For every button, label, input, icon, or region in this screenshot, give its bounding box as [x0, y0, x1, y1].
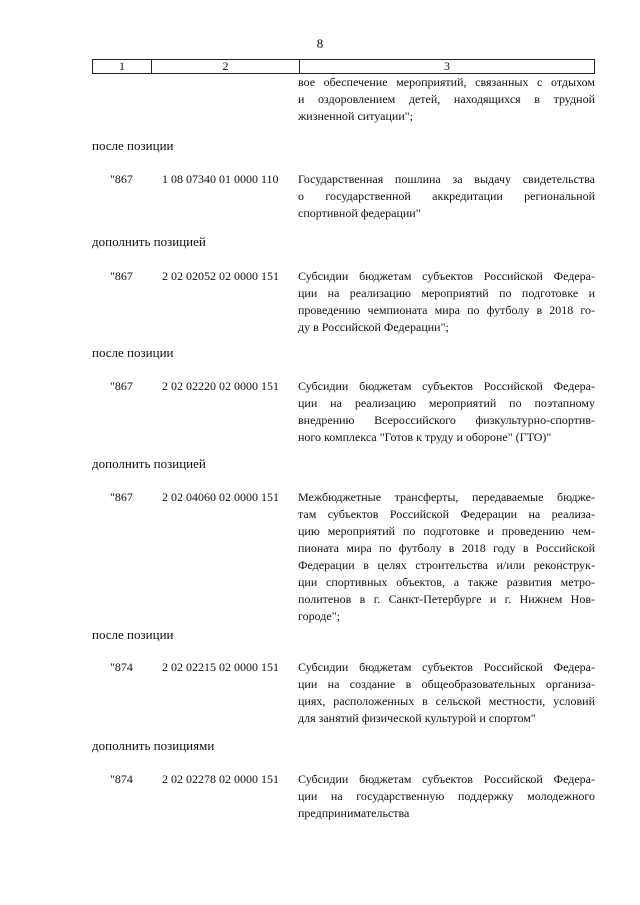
position-description	[298, 771, 595, 822]
text-line: о государственной аккредитации региональной	[298, 189, 595, 203]
chapter-code: "874	[110, 772, 133, 786]
instruction-label: дополнить позицией	[92, 234, 206, 249]
budget-classification-code: 2 02 04060 02 0000 151	[162, 490, 279, 504]
column-header-row	[93, 60, 595, 74]
chapter-code: "867	[110, 269, 133, 283]
chapter-code: "874	[110, 660, 133, 674]
budget-classification-code: 2 02 02215 02 0000 151	[162, 660, 279, 674]
text-line: вое обеспечение мероприятий, связанных с отдыхом	[298, 75, 595, 89]
text-line: ции на реализацию мероприятий по поэтапному	[298, 396, 595, 410]
chapter-code: "867	[110, 379, 133, 393]
instruction-label: после позиции	[92, 345, 174, 360]
text-line: проведению чемпионата мира по футболу в 2018 го-	[298, 303, 595, 317]
text-line: ции на реализацию мероприятий по подготовке и	[298, 286, 595, 300]
text-line: ного комплекса "Готов к труду и обороне" (ГТО)"	[298, 430, 552, 444]
text-line: Субсидии бюджетам субъектов Российской Федера-	[298, 660, 595, 674]
text-line: Федерации в целях строительства и/или реконструк-	[298, 558, 595, 572]
position-description	[298, 171, 595, 222]
budget-classification-code: 1 08 07340 01 0000 110	[162, 172, 279, 186]
budget-classification-code: 2 02 02220 02 0000 151	[162, 379, 279, 393]
column-header-3: 3	[300, 60, 595, 74]
budget-classification-code: 2 02 02278 02 0000 151	[162, 772, 279, 786]
text-line: циях, расположенных в сельской местности, условий	[298, 694, 595, 708]
text-line: цию мероприятий по подготовке и проведению чем-	[298, 524, 595, 538]
text-line: Субсидии бюджетам субъектов Российской Федера-	[298, 379, 595, 393]
text-line: спортивной федерации"	[298, 206, 421, 220]
column-header-table	[92, 59, 595, 74]
text-line: Межбюджетные трансферты, передаваемые бюдже-	[298, 490, 595, 504]
instruction-label: дополнить позициями	[92, 738, 215, 753]
page-number: 8	[316, 36, 324, 51]
text-line: ции на государственную поддержку молодежного	[298, 789, 595, 803]
column-header-1: 1	[93, 60, 152, 74]
text-line: ции на создание в общеобразовательных организа-	[298, 677, 595, 691]
text-line: городе";	[298, 609, 340, 623]
instruction-label: после позиции	[92, 627, 174, 642]
text-line: Субсидии бюджетам субъектов Российской Федера-	[298, 269, 595, 283]
text-line: Государственная пошлина за выдачу свидетельства	[298, 172, 595, 186]
budget-classification-code: 2 02 02052 02 0000 151	[162, 269, 279, 283]
instruction-label: после позиции	[92, 138, 174, 153]
text-line: предпринимательства	[298, 806, 410, 820]
continuation-text	[298, 74, 595, 125]
text-line: политенов в г. Санкт-Петербурге и г. Нижнем Нов-	[298, 592, 595, 606]
text-line: Субсидии бюджетам субъектов Российской Федера-	[298, 772, 595, 786]
chapter-code: "867	[110, 172, 133, 186]
text-line: ду в Российской Федерации";	[298, 320, 449, 334]
text-line: внедрению Всероссийского физкультурно-спортив-	[298, 413, 595, 427]
position-description	[298, 659, 595, 727]
position-description	[298, 378, 595, 446]
instruction-label: дополнить позицией	[92, 456, 206, 471]
text-line: пионата мира по футболу в 2018 году в Российской	[298, 541, 595, 555]
chapter-code: "867	[110, 490, 133, 504]
text-line: там субъектов Российской Федерации на реализа-	[298, 507, 595, 521]
text-line: жизненной ситуации";	[298, 109, 413, 123]
text-line: для занятий физической культурой и спортом"	[298, 711, 536, 725]
position-description	[298, 268, 595, 336]
text-line: и оздоровлением детей, находящихся в трудной	[298, 92, 595, 106]
column-header-2: 2	[152, 60, 300, 74]
position-description	[298, 489, 595, 625]
text-line: ции спортивных объектов, а также развития метро-	[298, 575, 595, 589]
